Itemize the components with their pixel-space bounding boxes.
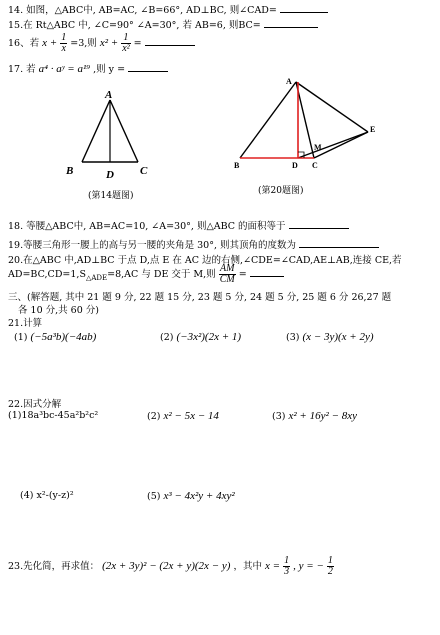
vertex-label-c: C <box>140 165 148 177</box>
fraction-numerator: 1 <box>284 555 290 566</box>
question-16-prefix: 16、若 <box>8 38 40 49</box>
part-label: (1) <box>14 332 28 343</box>
answer-blank-14[interactable] <box>280 2 328 13</box>
question-21-part-1 <box>14 331 96 343</box>
vertex-label-c: C <box>312 161 318 170</box>
question-23 <box>8 556 334 577</box>
question-20-fraction <box>219 264 236 285</box>
question-18-text: 18. 等腰△ABC中, AB=AC=10, ∠A=30°, 则△ABC 的面积等于 <box>8 221 286 232</box>
question-20-part-c: = <box>238 269 247 280</box>
question-22-part-3 <box>272 410 357 422</box>
vertex-label-d: D <box>292 161 298 170</box>
question-16-expr2: x² + <box>99 37 119 49</box>
question-23-mid: ，其中 <box>233 561 262 572</box>
part-label: (5) <box>147 491 161 502</box>
question-16-suffix: = <box>133 38 142 49</box>
segment-ab <box>240 82 296 158</box>
question-21-part-2 <box>160 331 241 343</box>
part-expression: x² − 5x − 14 <box>163 410 219 422</box>
question-17-suffix: ,则 y = <box>93 64 126 75</box>
section-3-header-line-1: 三、(解答题, 其中 21 题 9 分, 22 题 15 分, 23 题 5 分, 24 题 5 分, 25 题 6 分 26,27 题 <box>8 292 392 303</box>
figure-14-diagram <box>60 86 170 182</box>
question-16-fraction-2 <box>121 33 130 54</box>
question-16-fraction-1 <box>60 33 67 54</box>
fraction-numerator: 1 <box>121 33 130 44</box>
question-19-text: 19.等腰三角形一腰上的高与另一腰的夹角是 30°, 则其顶角的度数为 <box>8 240 297 251</box>
question-16-expr1: x + <box>42 37 58 49</box>
question-21-part-3 <box>286 331 374 343</box>
question-23-y-eq: , y = − <box>293 560 324 572</box>
answer-blank-20[interactable] <box>250 266 284 277</box>
answer-blank-15[interactable] <box>264 17 318 28</box>
question-16-mid: =3,则 <box>70 38 97 49</box>
question-23-x-fraction <box>283 556 290 577</box>
vertex-label-e: E <box>370 125 376 134</box>
fraction-denominator: x <box>61 43 66 54</box>
question-22-part-5 <box>147 490 235 502</box>
fraction-numerator: 1 <box>61 32 67 43</box>
answer-blank-19[interactable] <box>299 237 379 248</box>
answer-blank-18[interactable] <box>289 218 349 229</box>
fraction-numerator: 1 <box>327 555 333 566</box>
fraction-denominator: 2 <box>327 566 333 577</box>
question-20-subscript: △ADE <box>85 273 108 282</box>
fraction-denominator: CM <box>219 274 235 285</box>
answer-blank-16[interactable] <box>145 35 195 46</box>
question-22-part-4: (4) x²-(y-z)² <box>20 490 74 501</box>
question-23-y-fraction <box>327 556 334 577</box>
part-label: (3) <box>286 332 300 343</box>
answer-blank-17[interactable] <box>128 61 168 72</box>
fraction-denominator: x² <box>122 43 130 54</box>
question-15 <box>8 17 318 31</box>
question-19 <box>8 237 379 251</box>
part-expression: x³ − 4x²y + 4xy² <box>163 490 235 502</box>
question-17-prefix: 17. 若 <box>8 64 36 75</box>
part-expression: x² + 16y² − 8xy <box>288 410 357 422</box>
vertex-label-m: M <box>314 143 322 152</box>
question-20-line-2 <box>8 264 284 285</box>
figure-20-diagram <box>228 74 388 174</box>
question-22-part-2 <box>147 410 219 422</box>
figure-14-caption: (第14题图) <box>88 191 134 201</box>
vertex-label-a: A <box>286 77 292 86</box>
part-label: (2) <box>160 332 174 343</box>
vertex-label-b: B <box>66 165 74 177</box>
question-20-line-1: 20.在△ABC 中,AD⊥BC 于点 D,点 E 在 AC 边的右侧,∠CDE=∠CAD,AE⊥AB,连接 CE,若 <box>8 255 402 266</box>
question-21-title: 21.计算 <box>8 318 43 329</box>
question-14 <box>8 2 328 16</box>
fraction-denominator: 3 <box>284 566 290 577</box>
question-17 <box>8 61 168 75</box>
question-15-text: 15.在 Rt△ABC 中, ∠C=90° ∠A=30°, 若 AB=6, 则BC= <box>8 20 261 31</box>
question-23-expression: (2x + 3y)² − (2x + y)(2x − y) <box>102 560 231 572</box>
side-ac <box>110 100 138 162</box>
question-18 <box>8 218 349 232</box>
vertex-label-b: B <box>234 161 240 170</box>
question-22-part-1: (1)18a³bc-45a²b²c² <box>8 410 99 421</box>
side-ab <box>82 100 110 162</box>
part-expression: (−5a³b)(−4ab) <box>30 331 97 343</box>
question-20-part-b: =8,AC 与 DE 交于 M,则 <box>107 269 216 280</box>
question-23-prefix: 23.先化简，再求值： <box>8 561 100 572</box>
part-expression: (−3x²)(2x + 1) <box>176 331 242 343</box>
vertex-label-a: A <box>105 89 113 101</box>
question-23-x-eq: x = <box>264 560 281 572</box>
question-16 <box>8 33 195 54</box>
figure-20-caption: (第20题图) <box>258 186 304 196</box>
vertex-label-d: D <box>106 169 114 181</box>
question-22-title: 22.因式分解 <box>8 399 62 410</box>
segment-ce <box>314 132 368 158</box>
part-label: (3) <box>272 411 286 422</box>
part-label: (2) <box>147 411 161 422</box>
section-3-header-line-2: 各 10 分,共 60 分) <box>18 305 99 316</box>
part-expression: (x − 3y)(x + 2y) <box>302 331 374 343</box>
fraction-numerator: AM <box>219 263 235 274</box>
question-20-part-a: AD=BC,CD=1,S <box>8 269 86 280</box>
question-17-expr: a⁴ · aʸ = a¹⁹ <box>38 63 91 75</box>
question-14-text: 14. 如图，△ABC中, AB=AC, ∠B=66°, AD⊥BC, 则∠CAD= <box>8 5 277 16</box>
segment-ae <box>296 82 368 132</box>
